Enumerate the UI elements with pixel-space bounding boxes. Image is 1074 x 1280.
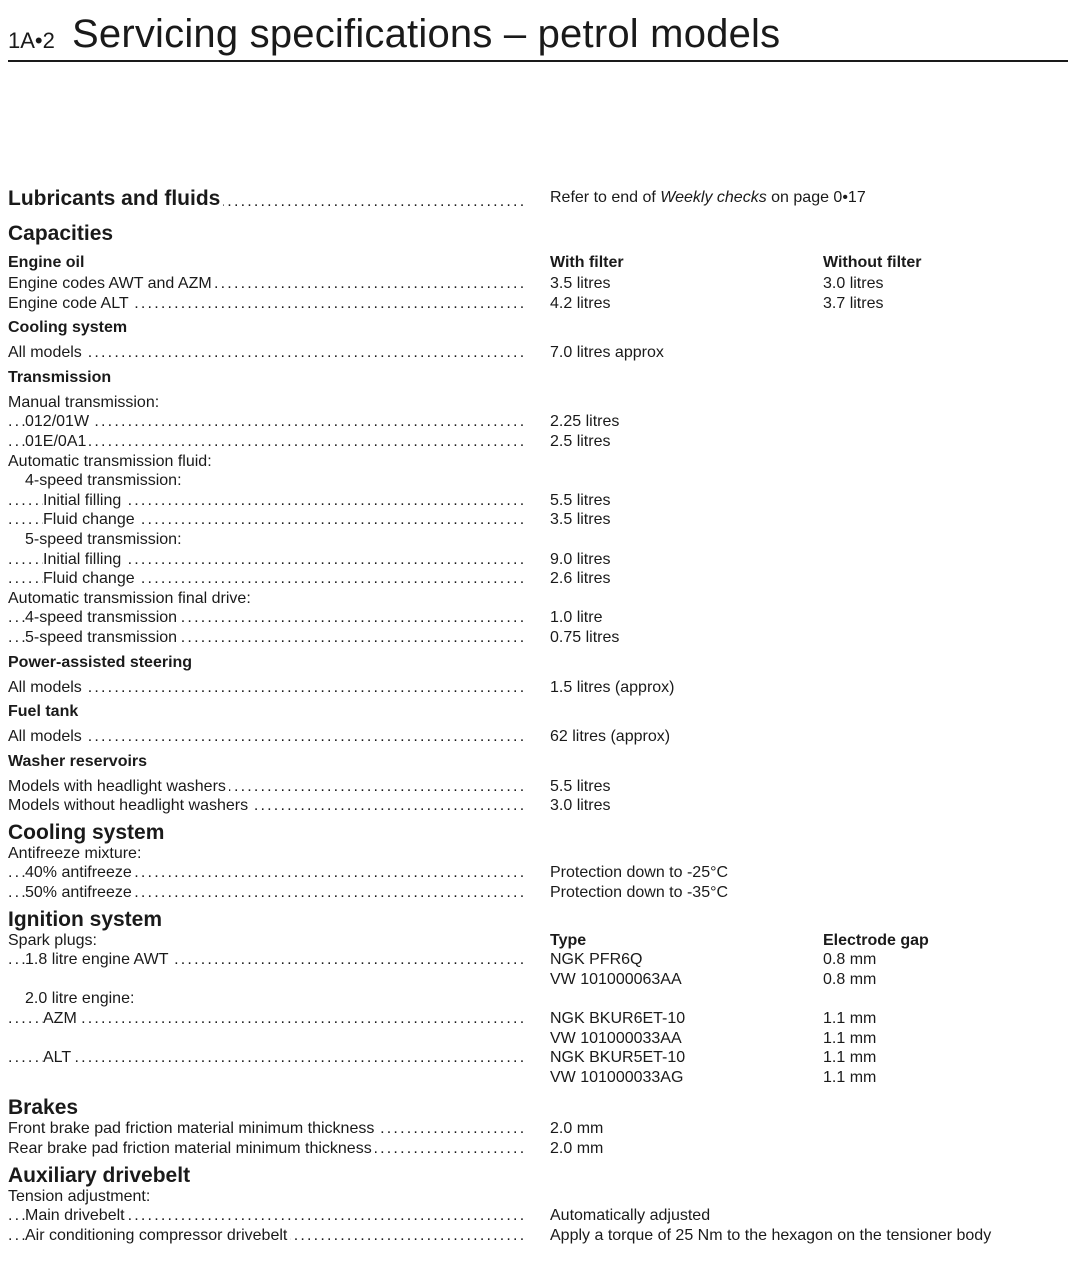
spec-row <box>8 274 1068 294</box>
spec-label <box>8 274 523 294</box>
spec-text: AZM <box>43 1010 80 1027</box>
spec-row <box>8 1206 1068 1226</box>
washer-heading <box>8 747 1068 777</box>
spec-text: 012/01W <box>25 413 92 430</box>
spec-label <box>8 569 523 589</box>
spec-row <box>8 1048 1068 1068</box>
subheading <box>8 844 1068 864</box>
spec-text: Refer to end of <box>550 189 661 206</box>
subheading <box>8 471 1068 491</box>
spec-text: 40% antifreeze <box>25 864 135 881</box>
spec-value: 2.0 mm <box>550 1120 604 1138</box>
spec-text: Automatic transmission final drive: <box>8 590 254 607</box>
spec-value: 7.0 litres approx <box>550 344 664 362</box>
spec-label <box>8 412 523 432</box>
spec-text: Fluid change <box>43 570 138 587</box>
spec-label <box>8 777 523 797</box>
spec-text: Cooling system <box>8 319 130 336</box>
spec-text: Fuel tank <box>8 703 81 720</box>
spec-value: 9.0 litres <box>550 550 611 568</box>
spec-value: VW 101000033AG <box>550 1068 684 1086</box>
spec-text: ALT <box>43 1049 74 1066</box>
spec-value-secondary: 0.8 mm <box>823 951 877 969</box>
steering-heading <box>8 648 1068 678</box>
spec-label <box>8 294 523 314</box>
spec-value-secondary: 1.1 mm <box>823 1029 877 1047</box>
spec-label <box>8 217 523 250</box>
spec-label <box>8 1139 523 1159</box>
spec-label <box>8 844 523 864</box>
spec-text: All models <box>8 344 85 361</box>
spec-label <box>8 432 523 452</box>
spec-text: 4-speed transmission: <box>25 472 185 489</box>
spec-text: Transmission <box>8 369 114 386</box>
spec-text: 5-speed transmission <box>25 629 180 646</box>
spec-value: Automatically adjusted <box>550 1207 711 1225</box>
spec-text: Fluid change <box>43 511 138 528</box>
spec-label <box>8 452 523 472</box>
spec-row <box>8 569 1068 589</box>
spec-label <box>8 393 523 413</box>
spec-text: Ignition system <box>8 908 165 931</box>
spec-label <box>8 589 523 609</box>
spec-value-secondary: 3.7 litres <box>823 294 884 312</box>
spec-label <box>8 796 523 816</box>
spec-text: Main drivebelt <box>25 1207 128 1224</box>
spec-text: Washer reservoirs <box>8 753 150 770</box>
spec-value: 1.0 litre <box>550 609 603 627</box>
cooling-capacity-heading <box>8 313 1068 343</box>
spec-value: 1.5 litres (approx) <box>550 678 675 696</box>
spec-text: 50% antifreeze <box>25 884 135 901</box>
page-header <box>8 8 1068 62</box>
spec-label <box>8 950 523 970</box>
spec-value-secondary: 1.1 mm <box>823 1049 877 1067</box>
spec-text: 4-speed transmission <box>25 609 180 626</box>
fuel-tank-heading <box>8 697 1068 727</box>
spec-label <box>8 1226 523 1246</box>
spec-text: Manual transmission: <box>8 394 162 411</box>
subheading <box>8 931 1068 951</box>
subheading <box>8 530 1068 550</box>
lubricants-value <box>550 187 866 209</box>
spec-label <box>8 1048 523 1068</box>
spec-label <box>8 471 523 491</box>
spec-text: Automatic transmission fluid: <box>8 453 215 470</box>
capacities-heading <box>8 217 1068 252</box>
spec-text: All models <box>8 679 85 696</box>
spec-value: 5.5 litres <box>550 777 611 795</box>
spec-row <box>8 970 1068 990</box>
spec-text: Rear brake pad friction material minimum thickness <box>8 1140 375 1157</box>
spec-label <box>8 863 523 883</box>
spec-label <box>8 510 523 530</box>
spec-text: Weekly checks <box>660 189 767 206</box>
spec-value-secondary: 1.1 mm <box>823 1010 877 1028</box>
spec-value: Protection down to -35°C <box>550 884 729 902</box>
spec-row <box>8 1029 1068 1049</box>
col-type: Type <box>550 931 587 949</box>
col-electrode-gap: Electrode gap <box>823 931 929 949</box>
spec-list <box>8 182 1068 1245</box>
spec-label <box>8 1009 523 1029</box>
spec-text: Engine codes AWT and AZM <box>8 275 215 292</box>
spec-row <box>8 294 1068 314</box>
spec-label <box>8 313 523 343</box>
spec-text: 5-speed transmission: <box>25 531 185 548</box>
page-number: 1A•2 <box>8 28 55 53</box>
spec-value-secondary: 1.1 mm <box>823 1068 877 1086</box>
spec-text: Cooling system <box>8 821 167 844</box>
spec-row <box>8 863 1068 883</box>
subheading <box>8 1187 1068 1207</box>
spec-text: Antifreeze mixture: <box>8 845 144 862</box>
spec-row <box>8 491 1068 511</box>
spec-label <box>8 678 523 698</box>
spec-label <box>8 363 523 393</box>
spec-row <box>8 343 1068 363</box>
col-without-filter: Without filter <box>823 254 922 271</box>
spec-value: 3.5 litres <box>550 511 611 529</box>
spec-row <box>8 1226 1068 1246</box>
spec-row <box>8 678 1068 698</box>
spec-value: VW 101000033AA <box>550 1029 682 1047</box>
spec-label <box>8 491 523 511</box>
spec-row <box>8 1009 1068 1029</box>
spec-value: NGK BKUR6ET-10 <box>550 1010 686 1028</box>
spec-text: Power-assisted steering <box>8 654 195 671</box>
spec-label <box>8 608 523 628</box>
spec-text: 1.8 litre engine AWT <box>25 951 171 968</box>
spec-label <box>8 989 523 1009</box>
lubricants-heading: Lubricants and fluids <box>8 187 223 210</box>
page-title: Servicing specifications – petrol models <box>72 12 781 56</box>
spec-label <box>8 883 523 903</box>
spec-text: Engine oil <box>8 254 87 271</box>
spec-text: 2.0 litre engine: <box>25 990 137 1007</box>
subheading <box>8 393 1068 413</box>
spec-text: on page 0•17 <box>766 189 866 206</box>
spec-label <box>8 252 523 274</box>
spec-label <box>8 1206 523 1226</box>
spec-label <box>8 1187 523 1207</box>
spec-value: Protection down to -25°C <box>550 864 729 882</box>
spec-row <box>8 883 1068 903</box>
spec-row <box>8 727 1068 747</box>
spec-value: 62 litres (approx) <box>550 728 671 746</box>
spec-label <box>8 530 523 550</box>
subheading <box>8 589 1068 609</box>
spec-text: Spark plugs: <box>8 932 100 949</box>
spec-text: Auxiliary drivebelt <box>8 1164 193 1187</box>
spec-text: Brakes <box>8 1096 81 1119</box>
lubricants-row <box>8 182 1068 217</box>
spec-label <box>8 747 523 777</box>
spec-value: 2.6 litres <box>550 570 611 588</box>
spec-value: 5.5 litres <box>550 491 611 509</box>
spec-value: 4.2 litres <box>550 294 611 312</box>
spec-text: Capacities <box>8 222 116 245</box>
spec-row <box>8 608 1068 628</box>
spec-row <box>8 1068 1068 1088</box>
spec-value: Apply a torque of 25 Nm to the hexagon on the tensioner body <box>550 1226 992 1244</box>
spec-value-secondary: 0.8 mm <box>823 970 877 988</box>
spec-value: 3.0 litres <box>550 797 611 815</box>
spec-text: Models with headlight washers <box>8 778 229 795</box>
spec-value: 2.25 litres <box>550 413 620 431</box>
spec-value: NGK BKUR5ET-10 <box>550 1049 686 1067</box>
spec-value: VW 101000063AA <box>550 970 682 988</box>
spec-text: Engine code ALT <box>8 295 132 312</box>
spec-label <box>8 648 523 678</box>
spec-text: 01E/0A1 <box>25 433 89 450</box>
spec-text: Initial filling <box>43 551 124 568</box>
spec-value: 2.0 mm <box>550 1140 604 1157</box>
spec-row <box>8 550 1068 570</box>
spec-label <box>8 182 523 215</box>
spec-row <box>8 777 1068 797</box>
spec-value: 3.5 litres <box>550 275 611 292</box>
spec-label <box>8 1119 523 1139</box>
spec-row <box>8 628 1068 648</box>
spec-label <box>8 550 523 570</box>
spec-row <box>8 432 1068 452</box>
spec-label <box>8 931 523 951</box>
spec-value: 2.5 litres <box>550 432 611 450</box>
spec-row <box>8 510 1068 530</box>
spec-label <box>8 727 523 747</box>
spec-text: Air conditioning compressor drivebelt <box>25 1227 290 1244</box>
spec-row <box>8 796 1068 816</box>
spec-row <box>8 1119 1068 1139</box>
engine-oil-heading <box>8 252 1068 274</box>
spec-row <box>8 950 1068 970</box>
col-with-filter: With filter <box>550 254 624 271</box>
spec-text: Models without headlight washers <box>8 797 251 814</box>
spec-label <box>8 628 523 648</box>
transmission-heading <box>8 363 1068 393</box>
spec-row <box>8 412 1068 432</box>
spec-row <box>8 1139 1068 1159</box>
spec-text: Initial filling <box>43 492 124 509</box>
subheading <box>8 452 1068 472</box>
spec-label <box>8 343 523 363</box>
spec-label <box>8 697 523 727</box>
spec-value-secondary: 3.0 litres <box>823 275 884 292</box>
spec-text: Tension adjustment: <box>8 1188 153 1205</box>
subheading <box>8 989 1068 1009</box>
spec-value: 0.75 litres <box>550 628 620 646</box>
spec-text: Front brake pad friction material minimum thickness <box>8 1120 377 1137</box>
spec-value: NGK PFR6Q <box>550 951 643 969</box>
spec-text: All models <box>8 728 85 745</box>
